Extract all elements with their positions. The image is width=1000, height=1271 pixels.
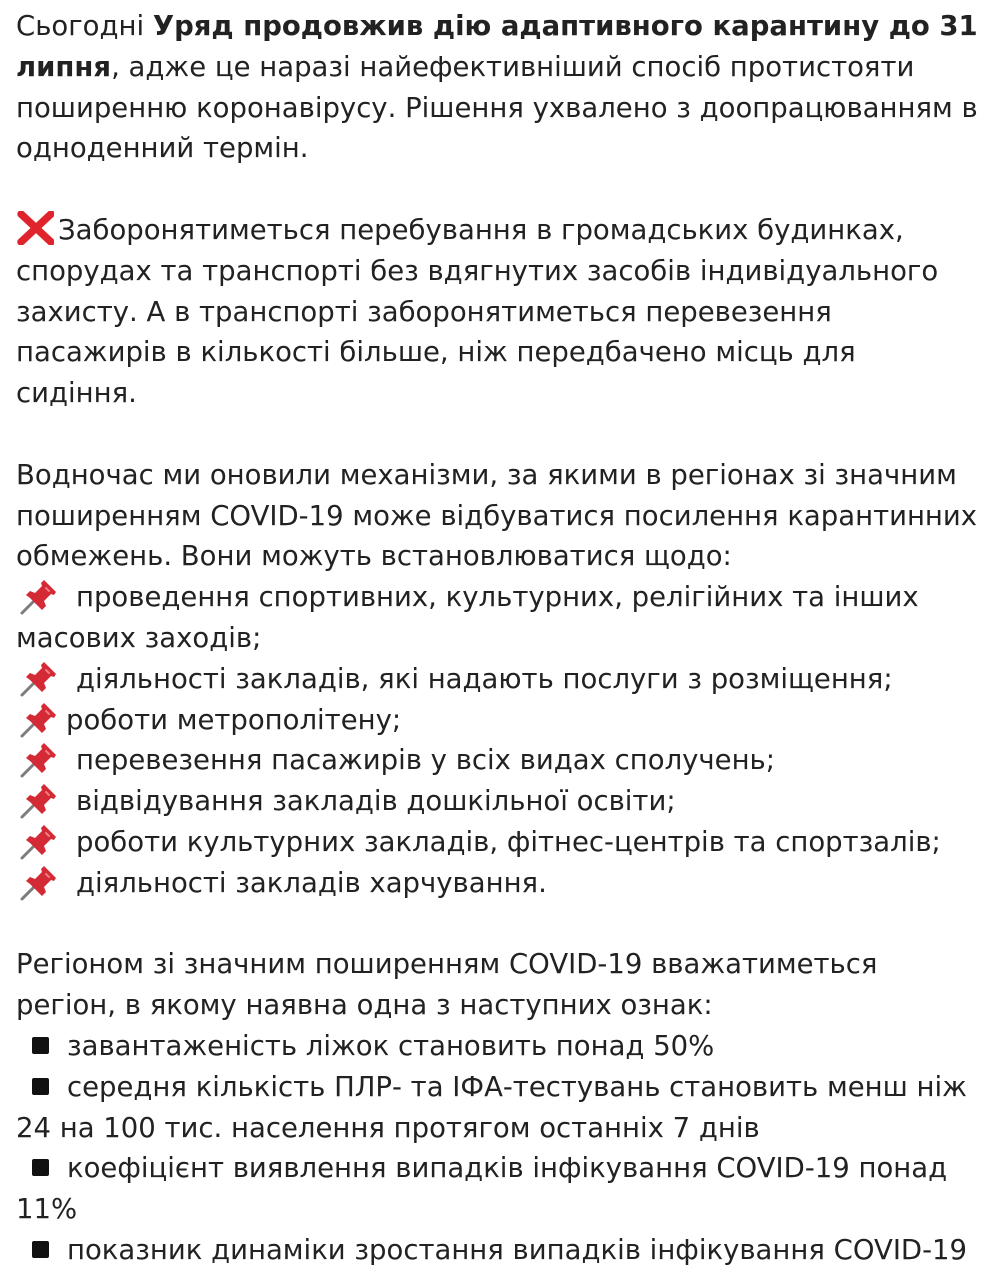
intro-paragraph bbox=[16, 6, 984, 169]
list-item-text: діяльності закладів харчування. bbox=[76, 866, 547, 899]
list-item bbox=[16, 822, 984, 863]
list-item bbox=[16, 740, 984, 781]
list-item bbox=[16, 700, 984, 741]
pushpin-icon bbox=[16, 578, 60, 612]
list-item bbox=[16, 1067, 984, 1149]
cross-mark-icon bbox=[16, 211, 54, 245]
list-item-text: завантаженість ліжок становить понад 50% bbox=[67, 1029, 715, 1062]
list-item-text: роботи метрополітену; bbox=[66, 703, 402, 736]
list-item-text: коефіцієнт виявлення випадків інфікування COVID-19 понад 11% bbox=[16, 1152, 948, 1226]
criteria-paragraph bbox=[16, 944, 984, 1026]
list-item bbox=[16, 1230, 984, 1271]
pushpin-icon bbox=[16, 660, 60, 694]
list-item-text: діяльності закладів, які надають послуги з розміщення; bbox=[76, 662, 893, 695]
black-square-icon bbox=[32, 1241, 49, 1258]
intro-prefix: Сьогодні bbox=[16, 10, 153, 42]
list-item-text: перевезення пасажирів у всіх видах сполучень; bbox=[76, 744, 776, 777]
list-item-text: показник динаміки зростання випадків інфікування COVID-19 bbox=[67, 1233, 968, 1266]
list-item-text: проведення спортивних, культурних, релігійних та інших масових заходів; bbox=[16, 581, 919, 654]
paragraph-gap bbox=[16, 169, 984, 210]
list-item bbox=[16, 1026, 984, 1067]
ban-paragraph bbox=[16, 210, 984, 414]
pushpin-icon bbox=[16, 741, 60, 775]
restrictions-list bbox=[16, 577, 984, 903]
black-square-icon bbox=[32, 1078, 49, 1095]
pushpin-icon bbox=[16, 782, 60, 816]
mechanisms-paragraph bbox=[16, 455, 984, 577]
post-body bbox=[16, 6, 984, 1271]
pushpin-icon bbox=[16, 701, 60, 735]
list-item-text: відвідування закладів дошкільної освіти; bbox=[76, 785, 676, 818]
paragraph-gap bbox=[16, 414, 984, 455]
criteria-list bbox=[16, 1026, 984, 1271]
list-item bbox=[16, 659, 984, 700]
list-item-text: середня кількість ПЛР- та ІФА-тестувань становить менш ніж 24 на 100 тис. населення протягом останніх 7 днів bbox=[16, 1070, 967, 1144]
list-item bbox=[16, 577, 984, 659]
ban-text: Заборонятиметься перебування в громадських будинках, спорудах та транспорті без вдягнутих засобів індивідуального захисту. А в транспорті заборонятиметься перевезення пасажирів в кількості більше, ніж передбачено місць для сидіння. bbox=[16, 213, 939, 410]
mechanisms-text: Водночас ми оновили механізми, за якими в регіонах зі значним поширенням COVID-19 може відбуватися посилення карантинних обмежень. Вони можуть встановлюватися щодо: bbox=[16, 458, 978, 573]
list-item bbox=[16, 781, 984, 822]
intro-suffix: , адже це наразі найефективніший спосіб протистояти поширенню коронавірусу. Рішення ухвалено з доопрацюванням в одноденний термін. bbox=[16, 50, 978, 165]
black-square-icon bbox=[32, 1159, 49, 1176]
paragraph-gap bbox=[16, 904, 984, 945]
pushpin-icon bbox=[16, 823, 60, 857]
list-item bbox=[16, 863, 984, 904]
black-square-icon bbox=[32, 1037, 49, 1054]
criteria-text: Регіоном зі значним поширенням COVID-19 вважатиметься регіон, в якому наявна одна з наступних ознак: bbox=[16, 948, 878, 1022]
list-item-text: роботи культурних закладів, фітнес-центрів та спортзалів; bbox=[76, 825, 941, 858]
intro-bold-text: Уряд продовжив дію адаптивного карантину до 31 липня bbox=[16, 10, 978, 83]
pushpin-icon bbox=[16, 864, 60, 898]
list-item bbox=[16, 1148, 984, 1230]
